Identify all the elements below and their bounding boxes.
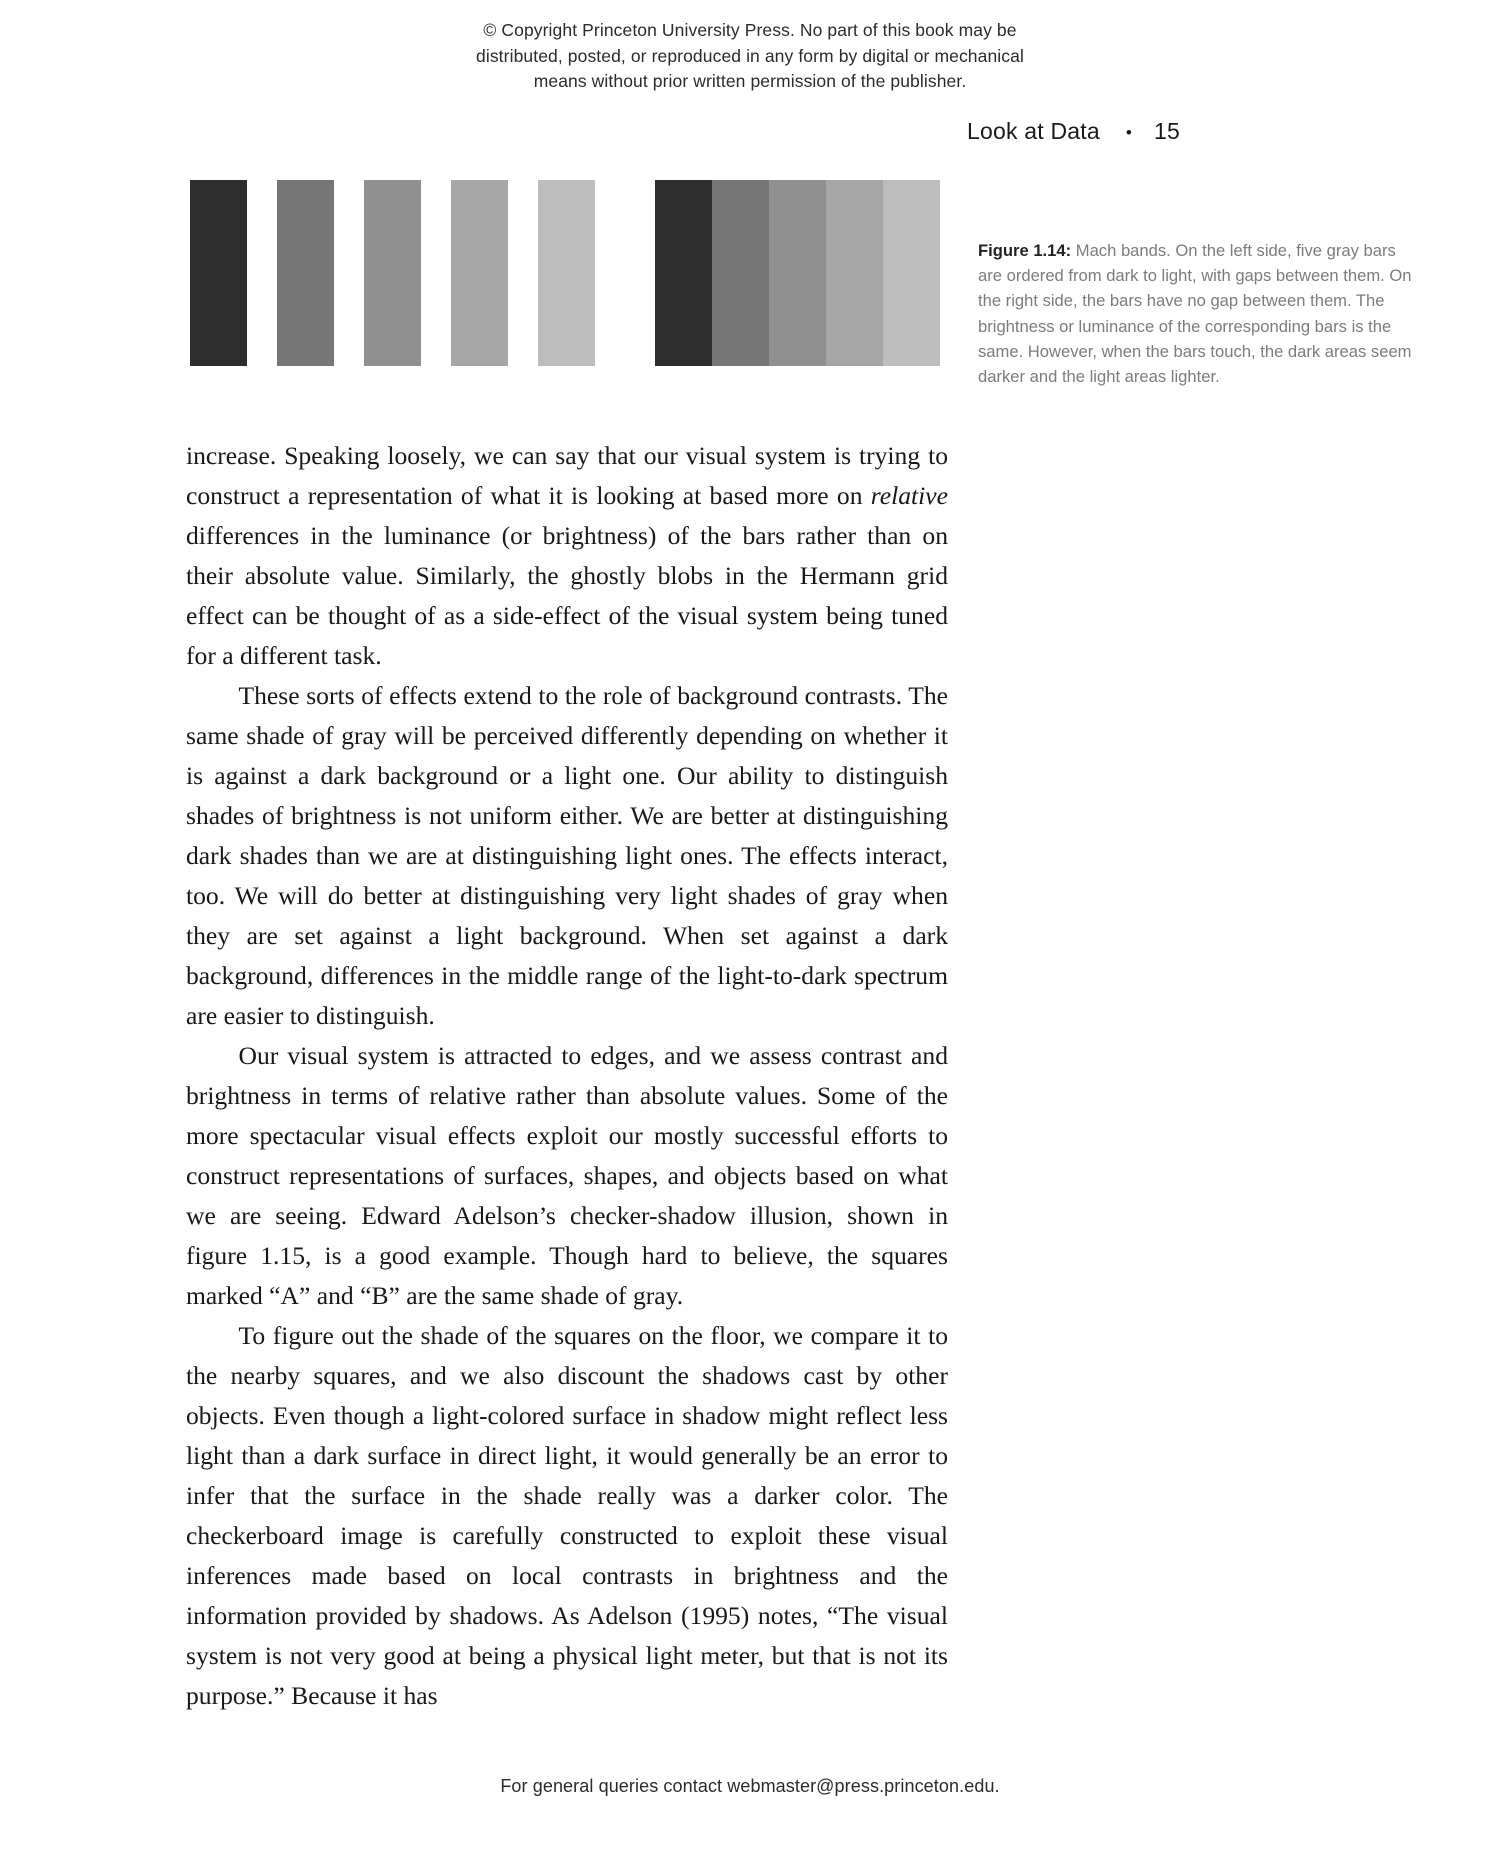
gray-bar-gapped-4 — [451, 180, 508, 366]
figure-caption — [978, 238, 1416, 389]
page-number: 15 — [1154, 118, 1180, 144]
copyright-line-2: distributed, posted, or reproduced in any form by digital or mechanical — [476, 45, 1024, 66]
gray-bar-touching-5 — [883, 180, 940, 366]
gray-bars-with-gaps-group — [190, 180, 595, 366]
copyright-line-1: © Copyright Princeton University Press. No part of this book may be — [483, 20, 1017, 40]
gray-bar-gapped-5 — [538, 180, 595, 366]
copyright-line-3: means without prior written permission of the publisher. — [533, 71, 967, 91]
figure-caption-label: Figure 1.14: — [978, 241, 1072, 260]
body-paragraph: increase. Speaking loosely, we can say that our visual system is trying to construct a representation of what it is looking at based more on relative differences in the luminance (or brightness) of the bars rather than on their absolute value. Similarly, the ghostly blobs in the Hermann grid effect can be thought of as a side-effect of the visual system being tuned for a different task. — [186, 441, 948, 670]
emphasized-term: relative — [870, 481, 948, 510]
gray-bar-gapped-1 — [190, 180, 247, 366]
body-paragraph: These sorts of effects extend to the role of background contrasts. The same shade of gray will be perceived differently depending on whether it is against a dark background or a light one. Our ability to distinguish shades of brightness is not uniform either. We are better at distinguishing dark shades than we are at distinguishing light ones. The effects interact, too. We will do better at distinguishing very light shades of gray when they are set against a light background. When set against a dark background, differences in the middle range of the light-to-dark spectrum are easier to distinguish. — [186, 681, 948, 1030]
footer-query-note: For general queries contact webmaster@press.princeton.edu. — [500, 1776, 1000, 1796]
gray-bar-gapped-3 — [364, 180, 421, 366]
body-text-column — [186, 436, 948, 1716]
gray-bars-touching-group — [655, 180, 940, 366]
gray-bar-touching-4 — [826, 180, 883, 366]
copyright-notice — [0, 18, 1500, 95]
gray-bar-touching-3 — [769, 180, 826, 366]
figure-caption-text: Mach bands. On the left side, five gray bars are ordered from dark to light, with gaps between them. On the right side, the bars have no gap between them. The brightness or luminance of the corresponding bars is the same. However, when the bars touch, the dark areas seem darker and the light areas lighter. — [978, 241, 1412, 387]
bullet-separator-icon: • — [1125, 123, 1133, 142]
body-paragraph: Our visual system is attracted to edges, and we assess contrast and brightness in terms of relative rather than absolute values. Some of the more spectacular visual effects exploit our mostly successful efforts to construct representations of surfaces, shapes, and objects based on what we are seeing. Edward Adelson’s checker-shadow illusion, shown in figure 1.15, is a good example. Though hard to believe, the squares marked “A” and “B” are the same shade of gray. — [186, 1041, 948, 1310]
running-head-title: Look at Data — [967, 118, 1100, 144]
body-paragraph: To figure out the shade of the squares on the floor, we compare it to the nearby squares, and we also discount the shadows cast by other objects. Even though a light-colored surface in shadow might reflect less light than a dark surface in direct light, it would generally be an error to infer that the surface in the shade really was a darker color. The checkerboard image is carefully constructed to exploit these visual inferences made based on local contrasts in brightness and the information provided by shadows. As Adelson (1995) notes, “The visual system is not very good at being a physical light meter, but that is not its purpose.” Because it has — [186, 1321, 948, 1710]
figure-mach-bands — [190, 180, 950, 366]
gray-bar-touching-2 — [712, 180, 769, 366]
gray-bar-gapped-2 — [277, 180, 334, 366]
running-head — [967, 118, 1180, 145]
gray-bar-touching-1 — [655, 180, 712, 366]
